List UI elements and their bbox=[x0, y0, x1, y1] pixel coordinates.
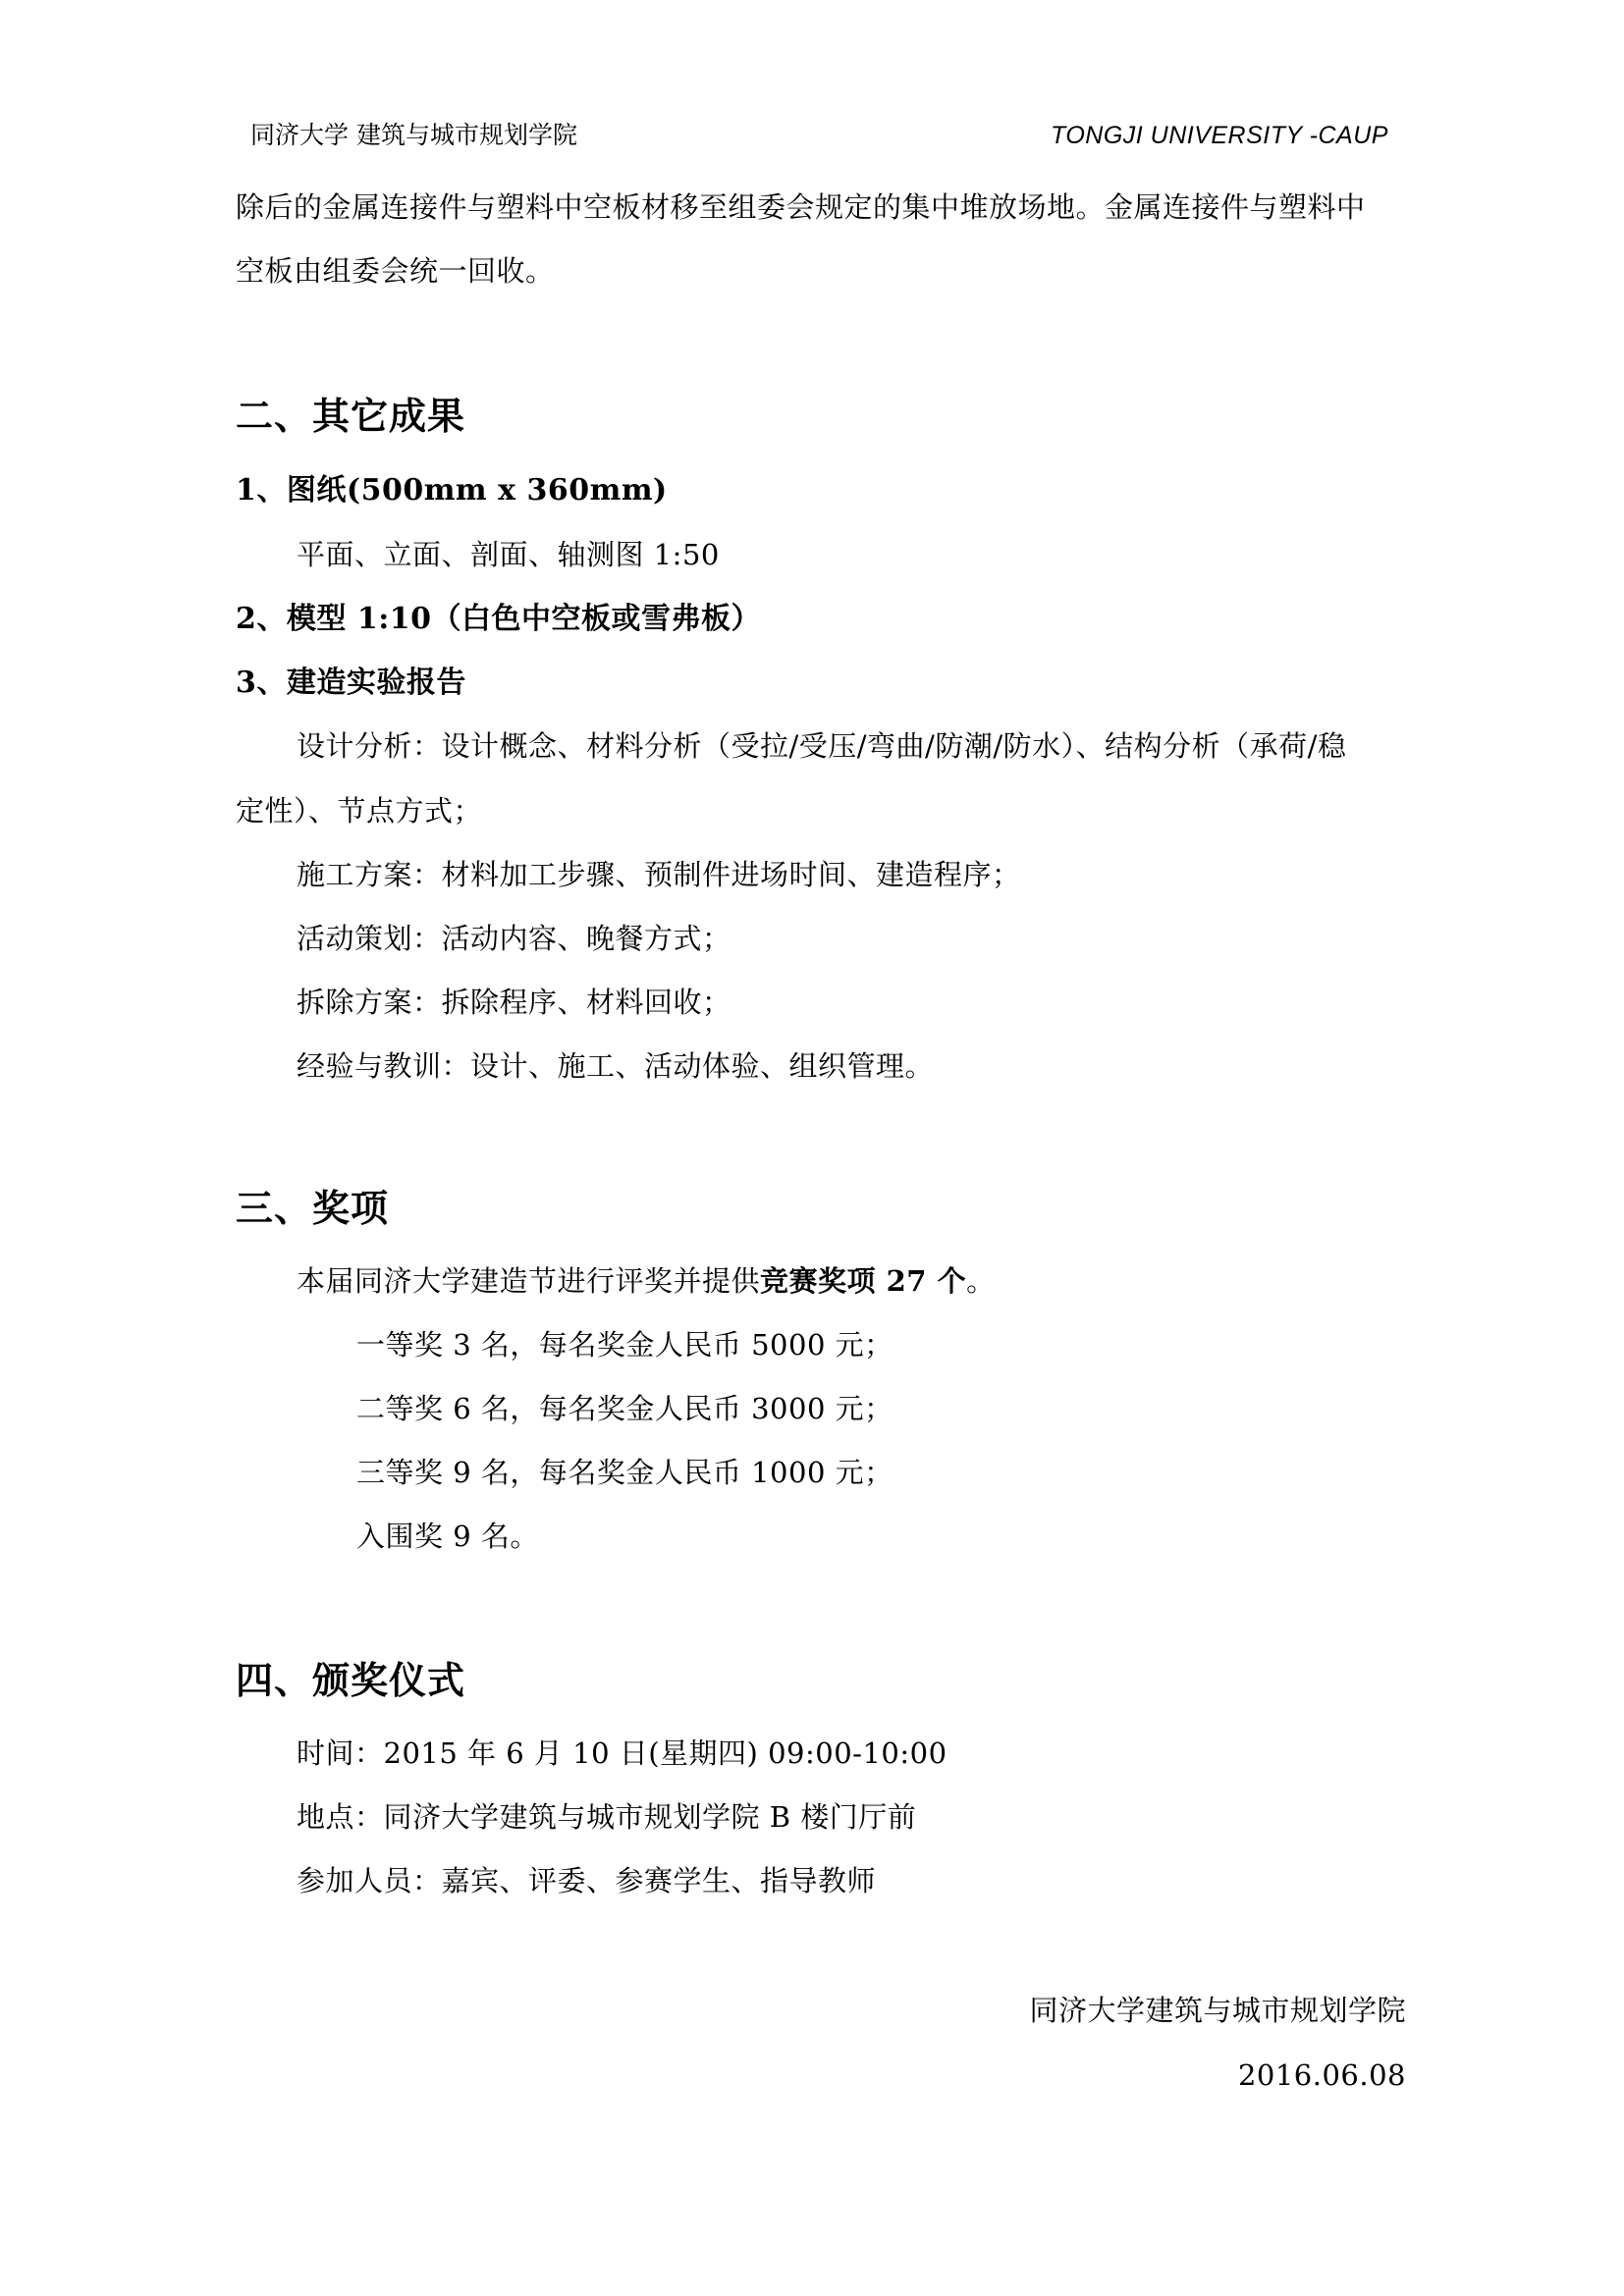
report-lessons: 经验与教训：设计、施工、活动体验、组织管理。 bbox=[297, 1049, 935, 1083]
header-institution: 同济大学 建筑与城市规划学院 bbox=[250, 121, 577, 149]
awards-intro-prefix: 本届同济大学建造节进行评奖并提供 bbox=[297, 1264, 761, 1298]
section-2-item-1-title: 1、图纸(500mm x 360mm) bbox=[236, 473, 668, 507]
section-4-title: 四、颁奖仪式 bbox=[236, 1659, 466, 1702]
intro-line-2: 空板由组委会统一回收。 bbox=[236, 254, 555, 288]
prize-third: 三等奖 9 名，每名奖金人民币 1000 元； bbox=[356, 1456, 893, 1489]
section-3-title: 三、奖项 bbox=[236, 1187, 390, 1230]
ceremony-time: 时间：2015 年 6 月 10 日(星期四) 09:00-10:00 bbox=[297, 1736, 947, 1770]
report-demolition-plan: 拆除方案：拆除程序、材料回收； bbox=[297, 986, 731, 1019]
awards-intro bbox=[297, 1264, 996, 1298]
intro-line-1: 除后的金属连接件与塑料中空板材移至组委会规定的集中堆放场地。金属连接件与塑料中 bbox=[236, 190, 1366, 224]
awards-total-count: 竞赛奖项 27 个 bbox=[760, 1264, 967, 1298]
footer-date: 2016.06.08 bbox=[1237, 2058, 1406, 2092]
footer-organization: 同济大学建筑与城市规划学院 bbox=[1029, 1994, 1406, 2027]
prize-finalist: 入围奖 9 名。 bbox=[356, 1520, 539, 1553]
ceremony-place: 地点：同济大学建筑与城市规划学院 B 楼门厅前 bbox=[297, 1800, 917, 1834]
report-construction-plan: 施工方案：材料加工步骤、预制件进场时间、建造程序； bbox=[297, 858, 1021, 891]
header-university-en: TONGJI UNIVERSITY -CAUP bbox=[1051, 122, 1388, 149]
awards-intro-suffix: 。 bbox=[966, 1264, 996, 1298]
prize-second: 二等奖 6 名，每名奖金人民币 3000 元； bbox=[356, 1392, 893, 1425]
report-design-analysis-line-1: 设计分析：设计概念、材料分析（受拉/受压/弯曲/防潮/防水）、结构分析（承荷/稳 bbox=[297, 729, 1347, 763]
report-design-analysis-line-2: 定性）、节点方式； bbox=[236, 794, 483, 828]
header-divider bbox=[236, 167, 1394, 168]
report-activity-plan: 活动策划：活动内容、晚餐方式； bbox=[297, 922, 731, 955]
prize-first: 一等奖 3 名，每名奖金人民币 5000 元； bbox=[356, 1328, 893, 1362]
section-2-item-3-title: 3、建造实验报告 bbox=[236, 666, 466, 700]
section-2-item-1-desc: 平面、立面、剖面、轴测图 1:50 bbox=[297, 538, 720, 571]
section-2-title: 二、其它成果 bbox=[236, 395, 466, 438]
ceremony-attendees: 参加人员：嘉宾、评委、参赛学生、指导教师 bbox=[297, 1864, 877, 1897]
section-2-item-2-title: 2、模型 1:10（白色中空板或雪弗板） bbox=[236, 602, 762, 636]
